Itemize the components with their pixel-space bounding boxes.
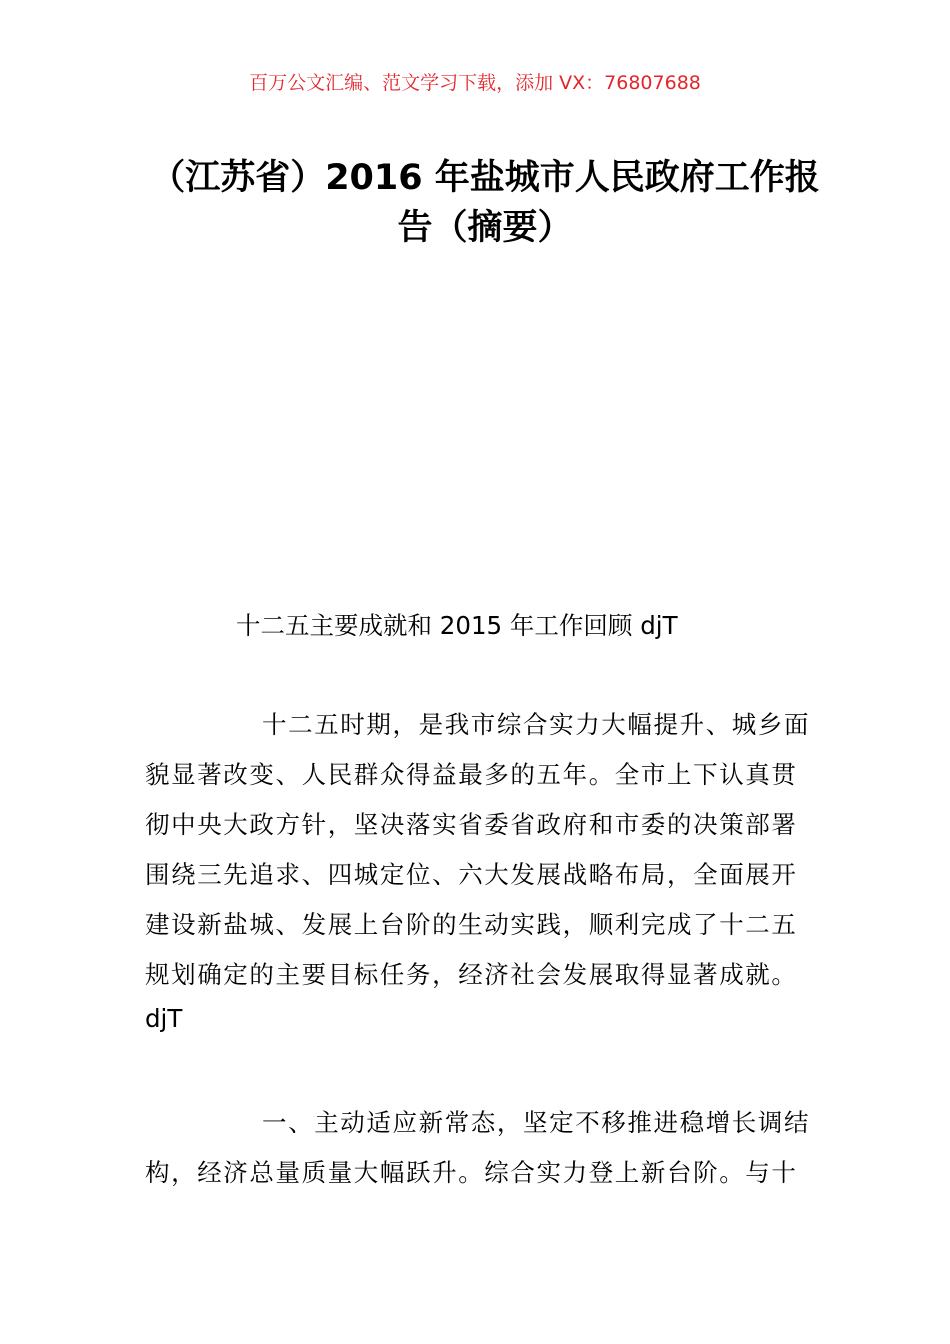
watermark-header: 百万公文汇编、范文学习下载，添加 VX：76807688 xyxy=(249,72,701,94)
paragraph-line: 构，经济总量质量大幅跃升。综合实力登上新台阶。与十 xyxy=(145,1158,798,1187)
paragraph-line: 规划确定的主要目标任务，经济社会发展取得显著成就。 xyxy=(145,960,798,989)
paragraph-line: 一、主动适应新常态，坚定不移推进稳增长调结 xyxy=(262,1108,811,1137)
document-title-line-1: （江苏省）2016 年盐城市人民政府工作报 xyxy=(150,158,820,198)
paragraph-line: 建设新盐城、发展上台阶的生动实践，顺利完成了十二五 xyxy=(145,910,798,939)
paragraph-line: 彻中央大政方针，坚决落实省委省政府和市委的决策部署 xyxy=(145,810,798,839)
paragraph-line: 围绕三先追求、四城定位、六大发展战略布局，全面展开 xyxy=(145,860,798,889)
paragraph-line: 貌显著改变、人民群众得益最多的五年。全市上下认真贯 xyxy=(145,760,798,789)
section-heading: 十二五主要成就和 2015 年工作回顾 djT xyxy=(236,611,678,640)
paragraph-line: djT xyxy=(145,1004,183,1033)
paragraph-line: 十二五时期，是我市综合实力大幅提升、城乡面 xyxy=(262,710,811,739)
document-title-line-2: 告（摘要） xyxy=(397,208,573,248)
